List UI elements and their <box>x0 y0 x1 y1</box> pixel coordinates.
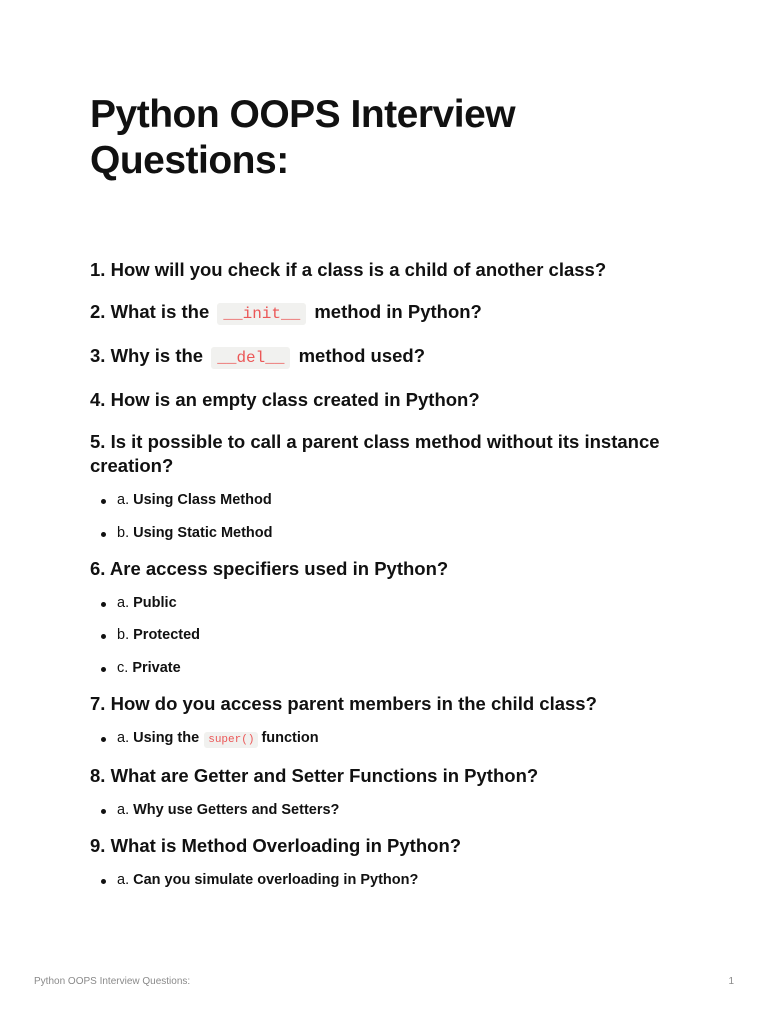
list-item <box>90 593 710 613</box>
list-marker: a. <box>117 801 130 818</box>
question-number: 9. <box>90 834 106 856</box>
list-item <box>90 658 710 678</box>
question-2 <box>90 300 710 326</box>
question-text-pre: What is the <box>110 301 210 322</box>
question-3 <box>90 344 710 370</box>
question-4 <box>90 388 710 412</box>
list-item-text-post: function <box>261 729 319 746</box>
list-marker: b. <box>117 627 130 643</box>
question-5 <box>90 430 710 478</box>
inline-code-del: __del__ <box>211 347 290 369</box>
inline-code-init: __init__ <box>217 303 306 325</box>
list-marker: a. <box>117 871 130 888</box>
list-item <box>90 870 710 890</box>
list-item <box>90 728 710 750</box>
list-item-text: Private <box>132 659 181 676</box>
question-9 <box>90 834 710 858</box>
list-item-text-pre: Using the <box>133 729 200 746</box>
footer-title: Python OOPS Interview Questions: <box>34 976 191 987</box>
list-item <box>90 800 710 820</box>
list-item <box>90 523 710 543</box>
question-text: Is it possible to call a parent class method without its instance creation? <box>90 431 660 476</box>
question-number: 7. <box>90 692 106 714</box>
question-7-subitems <box>90 728 710 750</box>
list-item-text: Using Static Method <box>133 524 273 541</box>
list-marker: a. <box>117 594 130 611</box>
question-6-subitems <box>90 593 710 678</box>
page-title: Python OOPS Interview Questions: <box>90 93 516 182</box>
question-6 <box>90 557 710 581</box>
question-text-post: method used? <box>298 345 426 366</box>
inline-code-super: super() <box>204 732 258 748</box>
list-item-text: Can you simulate overloading in Python? <box>133 871 419 888</box>
list-item-text: Public <box>133 594 177 611</box>
question-number: 3. <box>90 345 106 366</box>
list-marker: a. <box>117 492 130 508</box>
list-marker: b. <box>117 524 130 541</box>
question-text: How will you check if a class is a child of another class? <box>110 259 607 280</box>
question-number: 4. <box>90 389 106 410</box>
question-text: Are access specifiers used in Python? <box>109 557 449 579</box>
list-item-text: Using Class Method <box>133 492 272 508</box>
question-number: 6. <box>90 557 106 579</box>
list-item <box>90 490 710 510</box>
question-9-subitems <box>90 870 710 890</box>
question-5-subitems <box>90 490 710 543</box>
list-marker: c. <box>117 659 129 676</box>
list-item <box>90 625 710 645</box>
question-7 <box>90 692 710 716</box>
question-8 <box>90 764 710 788</box>
question-number: 2. <box>90 301 106 322</box>
question-1 <box>90 258 710 282</box>
list-item-text: Why use Getters and Setters? <box>133 801 340 818</box>
question-text: What is Method Overloading in Python? <box>110 834 462 856</box>
question-list <box>90 258 710 904</box>
question-text: What are Getter and Setter Functions in Python? <box>110 764 539 786</box>
question-number: 8. <box>90 764 106 786</box>
question-text: How do you access parent members in the child class? <box>110 692 597 714</box>
question-number: 1. <box>90 259 106 280</box>
question-text: How is an empty class created in Python? <box>110 389 480 410</box>
question-number: 5. <box>90 431 106 452</box>
footer-page-number: 1 <box>728 976 734 987</box>
question-8-subitems <box>90 800 710 820</box>
question-text-post: method in Python? <box>314 301 482 322</box>
question-text-pre: Why is the <box>110 345 204 366</box>
list-marker: a. <box>117 729 130 746</box>
list-item-text: Protected <box>133 627 201 643</box>
